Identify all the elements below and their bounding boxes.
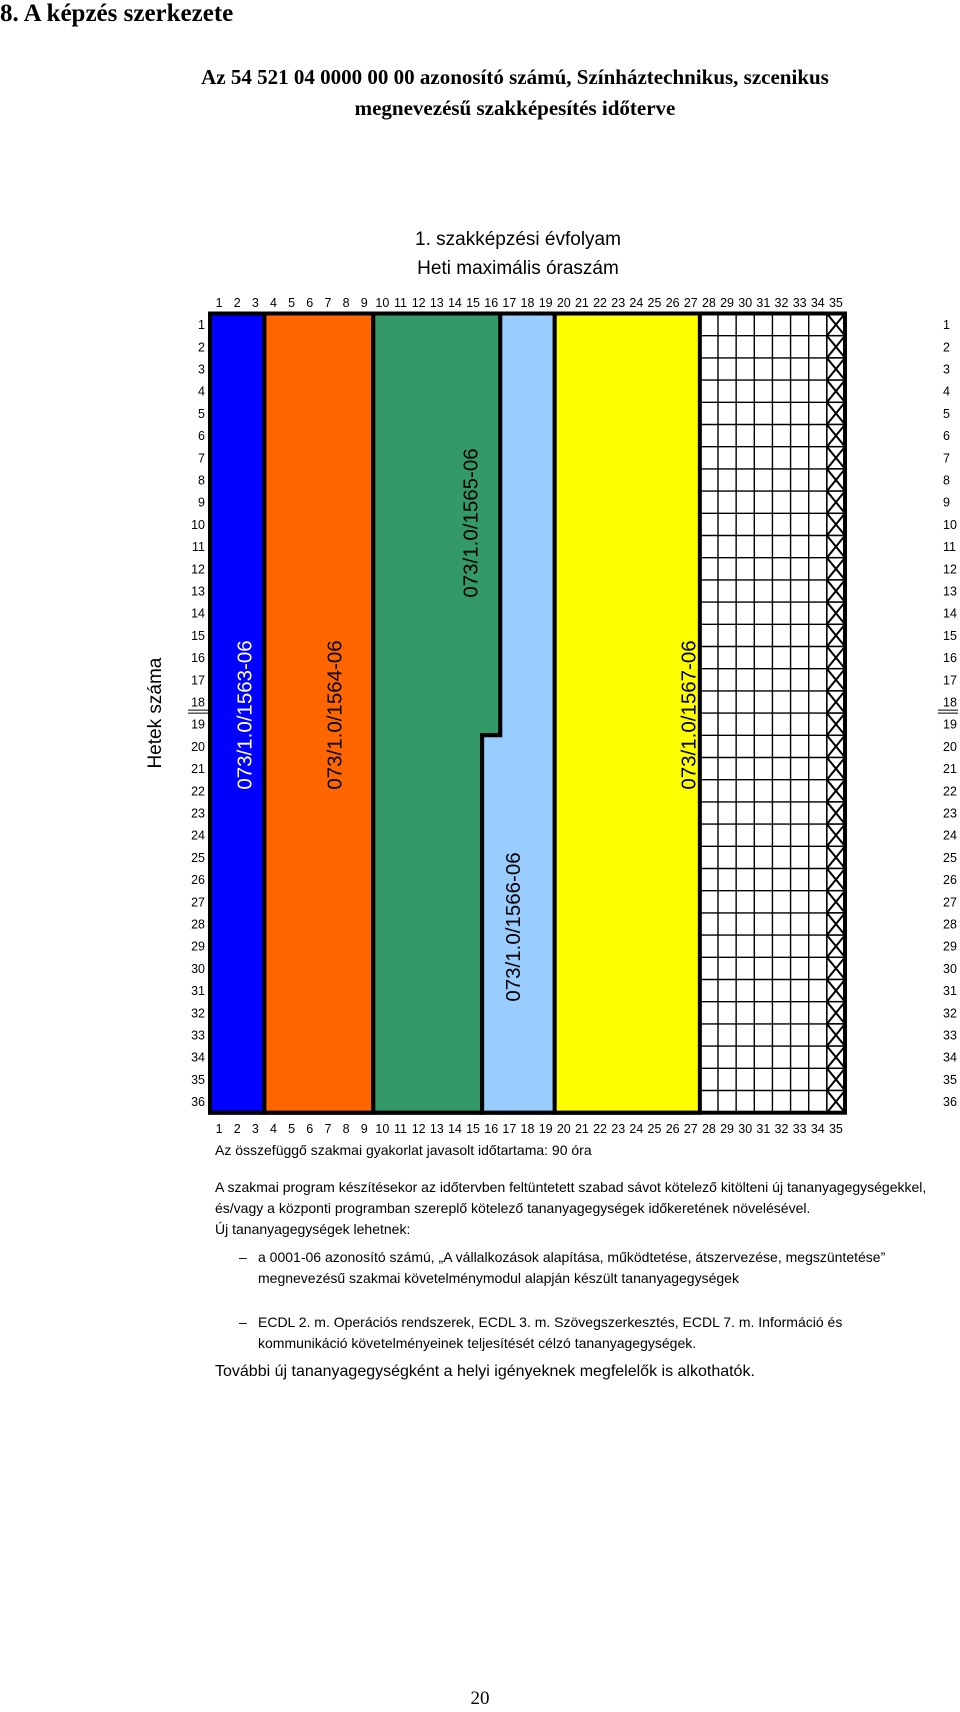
y-tick-label-right: 29: [943, 939, 957, 954]
document-title-line2: megnevezésű szakképesítés időterve: [354, 96, 676, 120]
x-tick-label-top: 31: [756, 296, 771, 310]
y-tick-label-right: 11: [943, 540, 956, 555]
note-final: További új tananyagegységként a helyi igényeknek megfelelők is alkothatók.: [215, 1363, 755, 1380]
list-item: [215, 1312, 935, 1354]
x-tick-label-top: 24: [629, 296, 644, 310]
x-tick-label-top: 15: [466, 296, 481, 310]
x-tick-label-top: 33: [792, 296, 807, 310]
x-tick-label-bottom: 23: [611, 1122, 626, 1136]
x-tick-label-top: 19: [538, 296, 553, 310]
x-tick-label-bottom: 34: [810, 1122, 825, 1136]
y-tick-label-left: 22: [191, 784, 205, 799]
y-tick-label-left: 1: [198, 318, 205, 333]
module-label-2: 073/1.0/1564-06: [323, 640, 347, 790]
y-tick-label-left: 19: [191, 717, 205, 732]
x-tick-label-bottom: 15: [466, 1122, 481, 1136]
y-tick-label-left: 34: [191, 1050, 205, 1065]
note-list-intro: Új tananyagegységek lehetnek:: [215, 1221, 411, 1237]
y-tick-label-left: 15: [191, 628, 205, 643]
y-tick-label-right: 5: [943, 406, 950, 421]
y-tick-label-right: 10: [943, 517, 957, 532]
y-axis-label: Hetek száma: [145, 657, 167, 769]
y-tick-label-left: 36: [191, 1095, 205, 1110]
module-label-5: 073/1.0/1567-06: [677, 640, 701, 790]
note-paragraph: A szakmai program készítésekor az időtervben feltüntetett szabad sávot kötelező kitölteni új tananyagegységekkel, és/vagy a központi programban szereplő kötelező tananyagegységek időkeretének növelésével.: [215, 1179, 927, 1216]
list-item-text: ECDL 2. m. Operációs rendszerek, ECDL 3. m. Szövegszerkesztés, ECDL 7. m. Információ és kommunikáció követelményeinek teljesítését célzó tananyagegységek.: [258, 1314, 843, 1351]
y-tick-label-right: 24: [943, 828, 957, 843]
x-tick-label-top: 26: [665, 296, 680, 310]
list-item-text: a 0001-06 azonosító számú, „A vállalkozások alapítása, működtetése, átszervezése, megszüntetése” megnevezésű szakmai követelménymodul alapján készült tananyagegységek: [258, 1249, 886, 1286]
y-tick-label-left: 6: [198, 429, 205, 444]
x-tick-label-top: 32: [774, 296, 789, 310]
x-tick-label-bottom: 14: [447, 1122, 462, 1136]
y-tick-label-left: 35: [191, 1072, 205, 1087]
x-tick-label-bottom: 13: [429, 1122, 444, 1136]
x-tick-label-bottom: 28: [701, 1122, 716, 1136]
y-tick-label-left: 7: [198, 451, 205, 466]
y-tick-label-left: 5: [198, 406, 205, 421]
y-tick-label-right: 22: [943, 784, 957, 799]
y-tick-label-right: 25: [943, 850, 957, 865]
y-tick-label-left: 10: [191, 517, 205, 532]
y-tick-label-right: 3: [943, 362, 950, 377]
x-tick-label-bottom: 35: [828, 1122, 843, 1136]
x-tick-label-bottom: 24: [629, 1122, 644, 1136]
page-number: 20: [470, 1688, 490, 1709]
new-units-list: [215, 1247, 935, 1354]
y-tick-label-left: 4: [198, 384, 205, 399]
y-tick-label-right: 12: [943, 562, 957, 577]
y-tick-label-left: 32: [191, 1006, 205, 1021]
x-tick-label-bottom: 31: [756, 1122, 771, 1136]
x-tick-label-top: 2: [233, 296, 241, 310]
y-tick-label-left: 18: [191, 695, 205, 710]
x-tick-label-top: 3: [251, 296, 259, 310]
note-practice-duration: Az összefüggő szakmai gyakorlat javasolt időtartama: 90 óra: [215, 1142, 592, 1158]
list-item: [215, 1247, 935, 1289]
x-tick-label-top: 6: [306, 296, 314, 310]
y-tick-label-right: 32: [943, 1006, 957, 1021]
x-tick-label-bottom: 30: [738, 1122, 753, 1136]
x-tick-label-top: 12: [411, 296, 426, 310]
x-tick-label-bottom: 17: [502, 1122, 517, 1136]
y-tick-label-left: 30: [191, 961, 205, 976]
x-tick-label-bottom: 19: [538, 1122, 553, 1136]
y-tick-label-right: 34: [943, 1050, 957, 1065]
x-tick-label-top: 17: [502, 296, 517, 310]
x-tick-label-top: 25: [647, 296, 662, 310]
module-label-4: 073/1.0/1566-06: [501, 852, 525, 1002]
y-tick-label-left: 33: [191, 1028, 205, 1043]
y-tick-label-right: 30: [943, 961, 957, 976]
y-tick-label-left: 11: [192, 540, 205, 555]
x-tick-label-top: 23: [611, 296, 626, 310]
x-tick-label-top: 21: [574, 296, 589, 310]
y-tick-label-right: 23: [943, 806, 957, 821]
x-tick-label-top: 13: [429, 296, 444, 310]
x-tick-label-top: 8: [342, 296, 350, 310]
y-tick-label-left: 28: [191, 917, 205, 932]
x-tick-label-top: 34: [810, 296, 825, 310]
module-label-1: 073/1.0/1563-06: [233, 640, 257, 790]
x-tick-label-top: 11: [394, 296, 407, 310]
x-tick-label-top: 22: [593, 296, 608, 310]
x-tick-label-bottom: 3: [251, 1122, 259, 1136]
y-tick-label-left: 8: [198, 473, 205, 488]
x-tick-label-bottom: 7: [324, 1122, 332, 1136]
y-tick-label-left: 2: [198, 340, 205, 355]
y-tick-label-left: 9: [198, 495, 205, 510]
x-tick-label-top: 20: [556, 296, 571, 310]
chart-title-line1: 1. szakképzési évfolyam: [415, 229, 621, 250]
y-tick-label-left: 14: [191, 606, 205, 621]
x-tick-label-top: 18: [520, 296, 535, 310]
x-tick-label-top: 1: [215, 296, 223, 310]
y-tick-label-right: 20: [943, 739, 957, 754]
x-tick-label-bottom: 20: [556, 1122, 571, 1136]
chart-title-line2: Heti maximális óraszám: [417, 258, 619, 279]
y-tick-label-right: 16: [943, 651, 957, 666]
y-tick-label-right: 17: [943, 673, 957, 688]
y-tick-label-left: 17: [191, 673, 205, 688]
x-tick-label-bottom: 10: [375, 1122, 390, 1136]
document-title-line1: Az 54 521 04 0000 00 00 azonosító számú, Színháztechnikus, szcenikus: [201, 65, 829, 89]
x-tick-label-bottom: 29: [720, 1122, 735, 1136]
dash-bullet: –: [239, 1249, 247, 1265]
y-tick-label-right: 36: [943, 1095, 957, 1110]
y-tick-label-right: 19: [943, 717, 957, 732]
y-tick-label-right: 13: [943, 584, 957, 599]
x-tick-label-top: 10: [375, 296, 390, 310]
x-tick-label-bottom: 1: [215, 1122, 223, 1136]
y-tick-label-right: 28: [943, 917, 957, 932]
y-tick-label-right: 21: [943, 762, 957, 777]
x-tick-label-bottom: 12: [411, 1122, 426, 1136]
x-tick-label-bottom: 18: [520, 1122, 535, 1136]
x-tick-label-top: 27: [683, 296, 698, 310]
module-label-3: 073/1.0/1565-06: [459, 448, 483, 598]
y-tick-label-right: 4: [943, 384, 950, 399]
x-tick-label-bottom: 25: [647, 1122, 662, 1136]
x-tick-label-top: 35: [828, 296, 843, 310]
x-tick-label-bottom: 33: [792, 1122, 807, 1136]
x-tick-label-bottom: 22: [593, 1122, 608, 1136]
y-tick-label-left: 25: [191, 850, 205, 865]
x-tick-label-bottom: 27: [683, 1122, 698, 1136]
dash-bullet: –: [239, 1314, 247, 1330]
x-tick-label-top: 4: [270, 296, 277, 310]
y-tick-label-left: 23: [191, 806, 205, 821]
y-tick-label-right: 7: [943, 451, 950, 466]
x-tick-label-top: 29: [720, 296, 735, 310]
x-tick-label-bottom: 26: [665, 1122, 680, 1136]
y-tick-label-left: 29: [191, 939, 205, 954]
x-tick-label-top: 16: [484, 296, 499, 310]
y-tick-label-right: 18: [943, 695, 957, 710]
y-tick-label-right: 2: [943, 340, 950, 355]
x-tick-label-top: 14: [447, 296, 462, 310]
x-tick-label-bottom: 5: [288, 1122, 296, 1136]
y-tick-label-right: 14: [943, 606, 957, 621]
y-tick-label-right: 33: [943, 1028, 957, 1043]
y-tick-label-right: 31: [943, 984, 957, 999]
y-tick-label-left: 13: [191, 584, 205, 599]
y-tick-label-left: 3: [198, 362, 205, 377]
x-tick-label-bottom: 11: [394, 1122, 407, 1136]
x-tick-label-bottom: 8: [342, 1122, 350, 1136]
x-tick-label-bottom: 6: [306, 1122, 314, 1136]
y-tick-label-left: 12: [191, 562, 205, 577]
y-tick-label-right: 6: [943, 429, 950, 444]
y-tick-label-right: 15: [943, 628, 957, 643]
y-tick-label-left: 27: [191, 895, 205, 910]
module-block-2: [264, 314, 373, 1113]
x-tick-label-top: 7: [324, 296, 332, 310]
x-tick-label-bottom: 21: [574, 1122, 589, 1136]
y-tick-label-left: 26: [191, 873, 205, 888]
notes-section: [215, 1140, 935, 1383]
y-tick-label-right: 8: [943, 473, 950, 488]
section-heading: 8. A képzés szerkezete: [0, 0, 234, 27]
y-tick-label-right: 1: [943, 318, 950, 333]
y-tick-label-right: 35: [943, 1072, 957, 1087]
x-tick-label-top: 28: [701, 296, 716, 310]
y-tick-label-left: 31: [191, 984, 205, 999]
y-tick-label-right: 27: [943, 895, 957, 910]
y-tick-label-right: 26: [943, 873, 957, 888]
y-tick-label-right: 9: [943, 495, 950, 510]
y-tick-label-left: 16: [191, 651, 205, 666]
y-tick-label-left: 20: [191, 739, 205, 754]
x-tick-label-bottom: 4: [270, 1122, 277, 1136]
x-tick-label-bottom: 2: [233, 1122, 241, 1136]
x-tick-label-bottom: 16: [484, 1122, 499, 1136]
y-tick-label-left: 24: [191, 828, 205, 843]
x-tick-label-top: 30: [738, 296, 753, 310]
x-tick-label-top: 9: [360, 296, 368, 310]
x-tick-label-bottom: 9: [360, 1122, 368, 1136]
x-tick-label-top: 5: [288, 296, 296, 310]
y-tick-label-left: 21: [191, 762, 205, 777]
x-tick-label-bottom: 32: [774, 1122, 789, 1136]
